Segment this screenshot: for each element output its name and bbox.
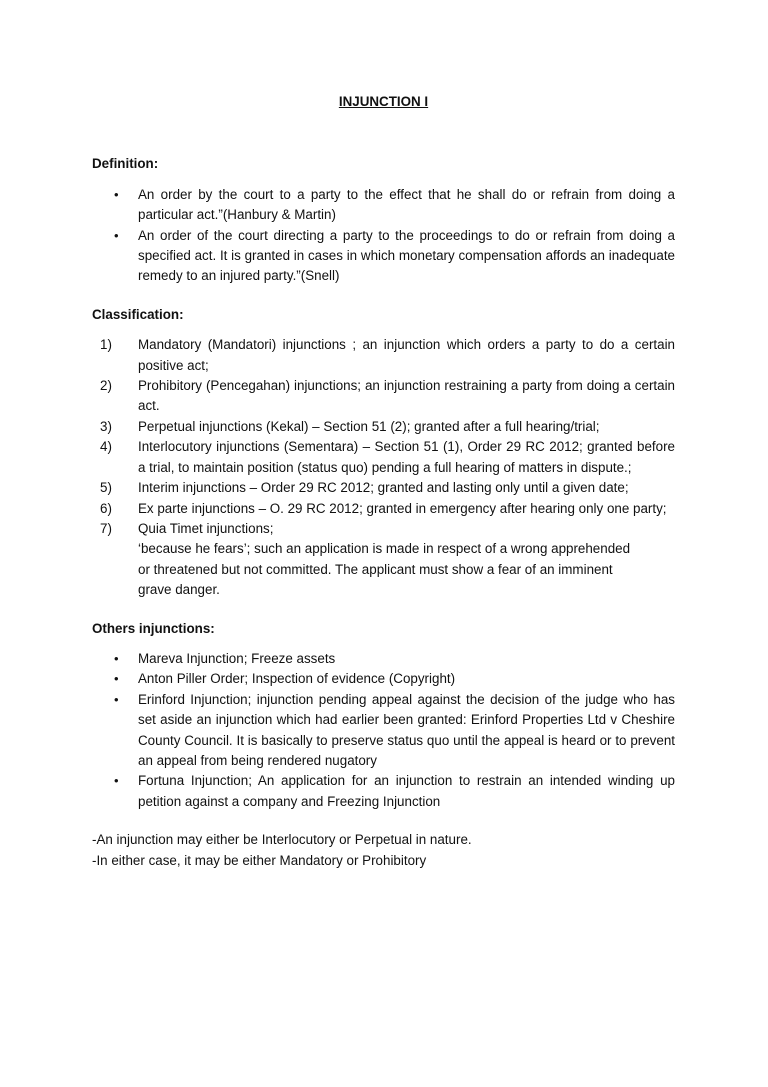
list-item-text: Interim injunctions – Order 29 RC 2012; granted and lasting only until a given date; <box>138 480 629 496</box>
list-item <box>92 499 675 519</box>
list-number: 1) <box>100 337 112 353</box>
list-item <box>92 478 675 498</box>
list-number: 3) <box>100 418 112 434</box>
classification-list <box>92 335 675 600</box>
list-item-text: Mareva Injunction; Freeze assets <box>138 650 336 666</box>
list-item <box>92 437 675 478</box>
list-item-subline: or threatened but not committed. The applicant must show a fear of an imminent <box>138 561 613 577</box>
bullet-icon: • <box>114 671 119 687</box>
document-page <box>92 92 675 871</box>
list-item-text: Ex parte injunctions – O. 29 RC 2012; granted in emergency after hearing only one party; <box>138 500 667 516</box>
list-item <box>92 771 675 812</box>
list-item-text: An order of the court directing a party to the proceedings to do or refrain from doing a specified act. It is granted in cases in which monetary compensation affords an inadequate remedy to an injured party.”(Snell) <box>138 227 675 284</box>
closing-notes <box>92 830 675 871</box>
list-number: 4) <box>100 439 112 455</box>
list-number: 7) <box>100 520 112 536</box>
bullet-icon: • <box>114 773 119 789</box>
list-item-text: Anton Piller Order; Inspection of evidence (Copyright) <box>138 671 456 687</box>
list-item-text: Quia Timet injunctions; <box>138 520 274 536</box>
list-number: 5) <box>100 480 112 496</box>
list-item <box>92 669 675 689</box>
list-item-subline: ‘because he fears’; such an application is made in respect of a wrong apprehended <box>138 541 631 557</box>
others-list <box>92 649 675 812</box>
list-item-text: Perpetual injunctions (Kekal) – Section 51 (2); granted after a full hearing/trial; <box>138 418 600 434</box>
list-item <box>92 417 675 437</box>
list-item <box>92 335 675 376</box>
list-item <box>92 649 675 669</box>
bullet-icon: • <box>114 691 119 707</box>
list-item-text: Interlocutory injunctions (Sementara) – Section 51 (1), Order 29 RC 2012; granted before a trial, to maintain position (status quo) pending a full hearing of matters in dispute.; <box>138 439 675 475</box>
note-line: -In either case, it may be either Mandatory or Prohibitory <box>92 852 427 868</box>
list-item-text: Prohibitory (Pencegahan) injunctions; an injunction restraining a party from doing a certain act. <box>138 378 675 414</box>
list-item <box>92 185 675 226</box>
list-item-subline: grave danger. <box>138 582 220 598</box>
list-number: 2) <box>100 378 112 394</box>
definition-heading: Definition: <box>92 156 159 172</box>
list-item <box>92 376 675 417</box>
definition-section <box>92 154 675 286</box>
list-item-text: Erinford Injunction; injunction pending appeal against the decision of the judge who has set aside an injunction which had earlier been granted: Erinford Properties Ltd v Cheshire County Council. It is basically to preserve status quo until the appeal is heard or to prevent an appeal from being rendered nugatory <box>138 691 675 768</box>
list-item-text: An order by the court to a party to the effect that he shall do or refrain from doing a particular act.”(Hanbury & Martin) <box>138 186 675 223</box>
list-item <box>92 226 675 287</box>
list-item <box>92 690 675 772</box>
classification-section <box>92 305 675 601</box>
classification-heading: Classification: <box>92 306 184 322</box>
list-item-text: Fortuna Injunction; An application for an injunction to restrain an intended winding up petition against a company and Freezing Injunction <box>138 773 675 809</box>
definition-list <box>92 185 675 287</box>
list-item <box>92 519 675 601</box>
list-item-text: Mandatory (Mandatori) injunctions ; an injunction which orders a party to do a certain positive act; <box>138 337 675 373</box>
note-line: -An injunction may either be Interlocutory or Perpetual in nature. <box>92 832 472 848</box>
others-section <box>92 619 675 813</box>
others-heading: Others injunctions: <box>92 620 215 636</box>
bullet-icon: • <box>114 650 119 666</box>
bullet-icon: • <box>114 227 119 243</box>
list-number: 6) <box>100 500 112 516</box>
document-title: INJUNCTION I <box>338 94 429 109</box>
bullet-icon: • <box>114 186 119 202</box>
